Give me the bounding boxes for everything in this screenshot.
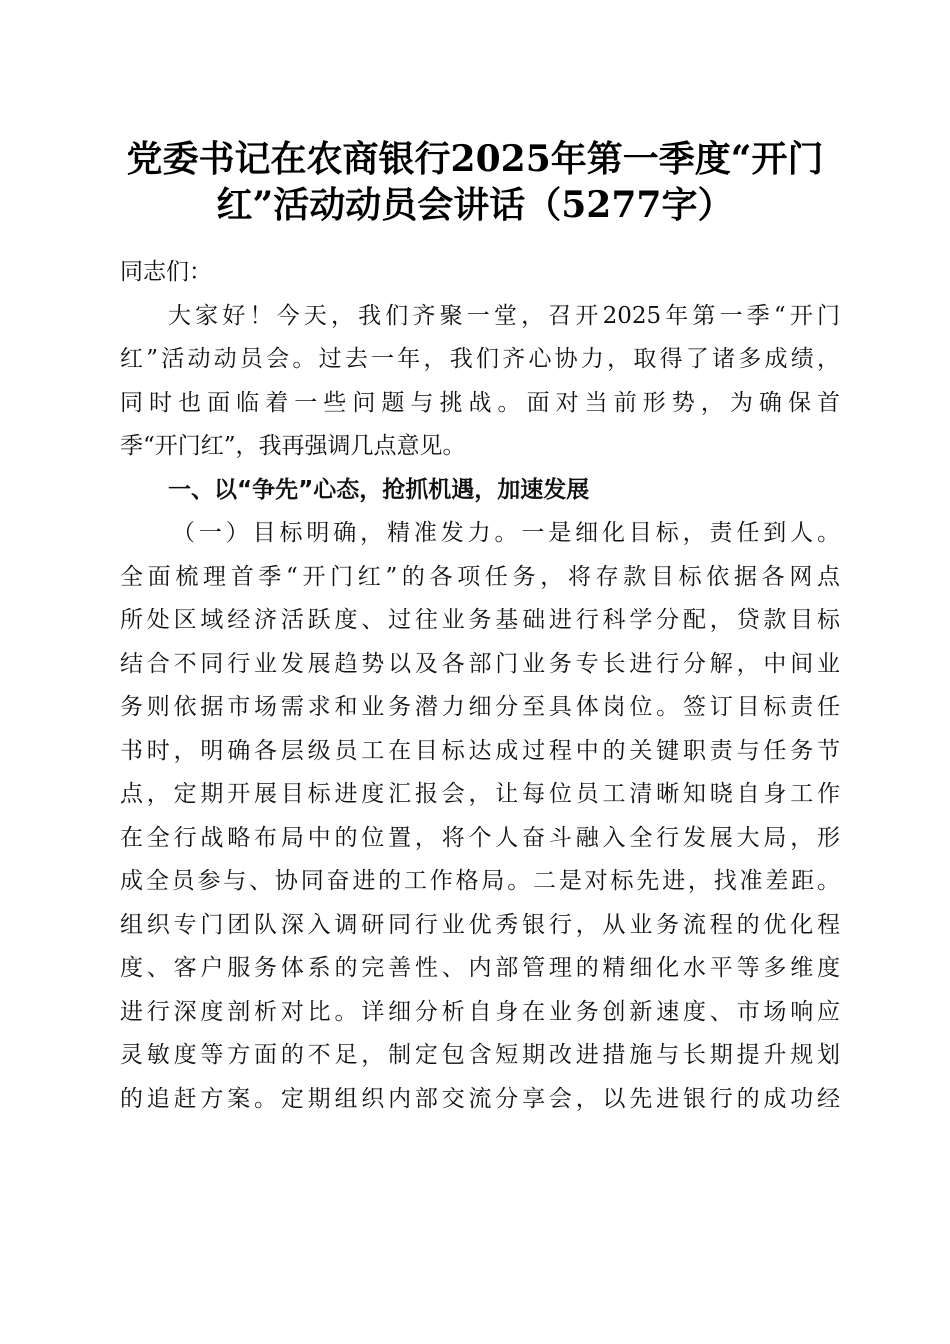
- paragraph-line: 在全行战略布局中的位置，将个人奋斗融入全行发展大局，形: [120, 824, 840, 851]
- title-line-2: 红”活动动员会讲话（5277字）: [216, 184, 734, 226]
- paragraph-line: 全面梳理首季“开门红”的各项任务，将存款目标依据各网点: [120, 563, 840, 590]
- paragraph-line: 大家好！今天，我们齐聚一堂，召开2025年第一季“开门: [168, 302, 840, 329]
- paragraph-line: 季“开门红”，我再强调几点意见。: [120, 433, 466, 459]
- paragraph-line: 的追赶方案。定期组织内部交流分享会，以先进银行的成功经: [120, 1085, 840, 1112]
- paragraph-line: 同时也面临着一些问题与挑战。面对当前形势，为确保首: [120, 389, 840, 416]
- paragraph-line: 度、客户服务体系的完善性、内部管理的精细化水平等多维度: [120, 955, 840, 981]
- paragraph-line: 所处区域经济活跃度、过往业务基础进行科学分配，贷款目标: [120, 607, 840, 633]
- paragraph-line: 组织专门团队深入调研同行业优秀银行，从业务流程的优化程: [120, 911, 840, 938]
- paragraph-line: 成全员参与、协同奋进的工作格局。二是对标先进，找准差距。: [120, 868, 840, 894]
- salutation: 同志们：: [120, 259, 212, 285]
- document-title: [110, 136, 840, 228]
- paragraph-line: 灵敏度等方面的不足，制定包含短期改进措施与长期提升规划: [120, 1042, 840, 1068]
- section-heading: 一、以“争先”心态，抢抓机遇，加速发展: [168, 476, 590, 503]
- paragraph-line: 结合不同行业发展趋势以及各部门业务专长进行分解，中间业: [120, 650, 840, 677]
- paragraph-line: 红”活动动员会。过去一年，我们齐心协力，取得了诸多成绩，: [120, 346, 840, 372]
- paragraph-line: （一）目标明确，精准发力。一是细化目标，责任到人。: [172, 520, 840, 546]
- title-line-1: 党委书记在农商银行2025年第一季度“开门: [126, 138, 824, 180]
- paragraph-line: 书时，明确各层级员工在目标达成过程中的关键职责与任务节: [120, 737, 840, 764]
- document-body: [120, 251, 840, 1121]
- paragraph-line: 点，定期开展目标进度汇报会，让每位员工清晰知晓自身工作: [120, 781, 840, 807]
- paragraph-line: 务则依据市场需求和业务潜力细分至具体岗位。签订目标责任: [120, 694, 840, 720]
- paragraph-line: 进行深度剖析对比。详细分析自身在业务创新速度、市场响应: [120, 998, 840, 1025]
